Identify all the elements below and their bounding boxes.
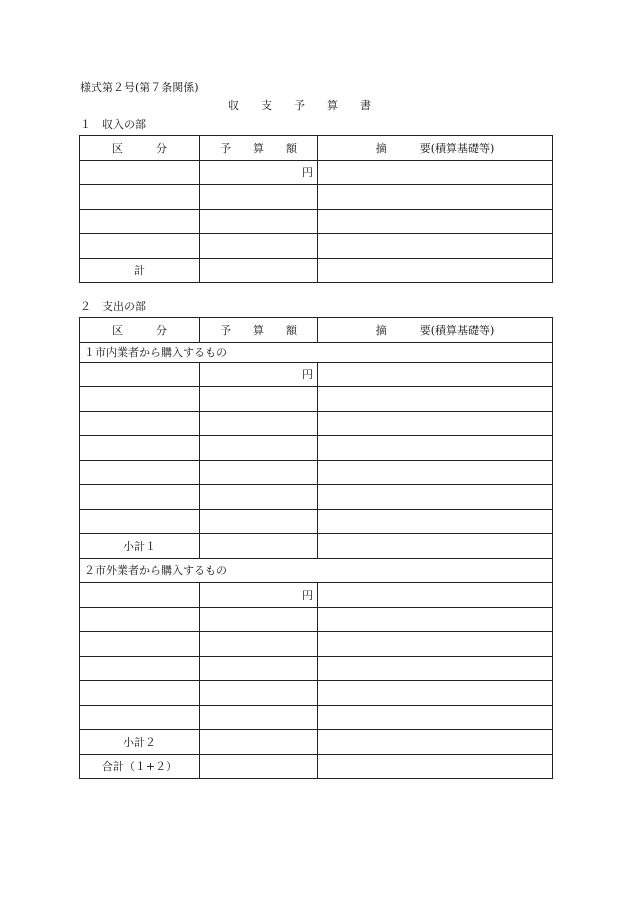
category-cell[interactable] (80, 234, 200, 259)
summary-cell[interactable] (318, 656, 553, 681)
table-row (80, 509, 553, 534)
budget-cell[interactable] (200, 509, 318, 534)
table-row (80, 234, 553, 259)
budget-cell[interactable] (200, 607, 318, 632)
budget-cell[interactable] (200, 460, 318, 485)
table-row (80, 460, 553, 485)
table-row (80, 632, 553, 657)
summary-cell[interactable] (318, 411, 553, 436)
category-cell[interactable] (80, 436, 200, 461)
category-cell[interactable] (80, 681, 200, 706)
table-header-row (80, 318, 553, 343)
group-label: ２市外業者から購入するもの (80, 558, 553, 583)
category-cell[interactable] (80, 185, 200, 210)
total-budget-cell[interactable] (200, 258, 318, 283)
subtotal-label: 小計１ (80, 534, 200, 559)
page-title: 収 支 予 算 書 (228, 99, 371, 112)
category-cell[interactable] (80, 411, 200, 436)
subtotal-budget-cell[interactable] (200, 534, 318, 559)
expense-table (79, 317, 553, 779)
subtotal-row-2 (80, 730, 553, 755)
subtotal-summary-cell[interactable] (318, 534, 553, 559)
budget-cell[interactable] (200, 681, 318, 706)
category-cell[interactable] (80, 583, 200, 608)
table-row (80, 436, 553, 461)
category-cell[interactable] (80, 632, 200, 657)
header-budget-amount: 予 算 額 (200, 318, 318, 343)
table-row (80, 160, 553, 185)
category-cell[interactable] (80, 209, 200, 234)
summary-cell[interactable] (318, 632, 553, 657)
budget-cell[interactable] (200, 387, 318, 412)
budget-cell-yen[interactable]: 円 (200, 583, 318, 608)
subtotal-row-1 (80, 534, 553, 559)
budget-cell[interactable] (200, 632, 318, 657)
subtotal-label: 小計２ (80, 730, 200, 755)
table-row (80, 681, 553, 706)
category-cell[interactable] (80, 509, 200, 534)
group-row-outside-vendors (80, 558, 553, 583)
category-cell[interactable] (80, 607, 200, 632)
grand-total-budget-cell[interactable] (200, 754, 318, 779)
summary-cell[interactable] (318, 607, 553, 632)
budget-cell[interactable] (200, 705, 318, 730)
table-row (80, 656, 553, 681)
header-summary: 摘 要(積算基礎等) (318, 136, 553, 161)
budget-cell[interactable] (200, 656, 318, 681)
budget-cell-yen[interactable]: 円 (200, 160, 318, 185)
summary-cell[interactable] (318, 387, 553, 412)
subtotal-budget-cell[interactable] (200, 730, 318, 755)
income-table (79, 135, 553, 283)
category-cell[interactable] (80, 705, 200, 730)
summary-cell[interactable] (318, 509, 553, 534)
subtotal-summary-cell[interactable] (318, 730, 553, 755)
income-section-heading: １ 収入の部 (80, 118, 146, 131)
budget-cell[interactable] (200, 185, 318, 210)
category-cell[interactable] (80, 485, 200, 510)
summary-cell[interactable] (318, 234, 553, 259)
table-row (80, 387, 553, 412)
header-category: 区 分 (80, 318, 200, 343)
summary-cell[interactable] (318, 362, 553, 387)
table-row (80, 362, 553, 387)
summary-cell[interactable] (318, 485, 553, 510)
summary-cell[interactable] (318, 705, 553, 730)
header-budget-amount: 予 算 額 (200, 136, 318, 161)
grand-total-row (80, 754, 553, 779)
grand-total-summary-cell[interactable] (318, 754, 553, 779)
table-header-row (80, 136, 553, 161)
total-label: 計 (80, 258, 200, 283)
category-cell[interactable] (80, 160, 200, 185)
table-row (80, 411, 553, 436)
budget-cell[interactable] (200, 234, 318, 259)
table-row (80, 705, 553, 730)
category-cell[interactable] (80, 656, 200, 681)
budget-cell-yen[interactable]: 円 (200, 362, 318, 387)
table-row (80, 485, 553, 510)
budget-cell[interactable] (200, 209, 318, 234)
budget-cell[interactable] (200, 436, 318, 461)
summary-cell[interactable] (318, 185, 553, 210)
table-row (80, 209, 553, 234)
group-label: １市内業者から購入するもの (80, 342, 553, 362)
budget-cell[interactable] (200, 411, 318, 436)
category-cell[interactable] (80, 387, 200, 412)
group-row-local-vendors (80, 342, 553, 362)
total-summary-cell[interactable] (318, 258, 553, 283)
summary-cell[interactable] (318, 460, 553, 485)
header-summary: 摘 要(積算基礎等) (318, 318, 553, 343)
summary-cell[interactable] (318, 583, 553, 608)
table-row (80, 607, 553, 632)
table-row (80, 583, 553, 608)
table-row (80, 185, 553, 210)
summary-cell[interactable] (318, 209, 553, 234)
category-cell[interactable] (80, 460, 200, 485)
form-number-label: 様式第２号(第７条関係) (80, 81, 199, 94)
expense-section-heading: ２ 支出の部 (80, 300, 146, 313)
budget-cell[interactable] (200, 485, 318, 510)
grand-total-label: 合計（１+２） (80, 754, 200, 779)
summary-cell[interactable] (318, 436, 553, 461)
category-cell[interactable] (80, 362, 200, 387)
summary-cell[interactable] (318, 160, 553, 185)
summary-cell[interactable] (318, 681, 553, 706)
total-row (80, 258, 553, 283)
header-category: 区 分 (80, 136, 200, 161)
